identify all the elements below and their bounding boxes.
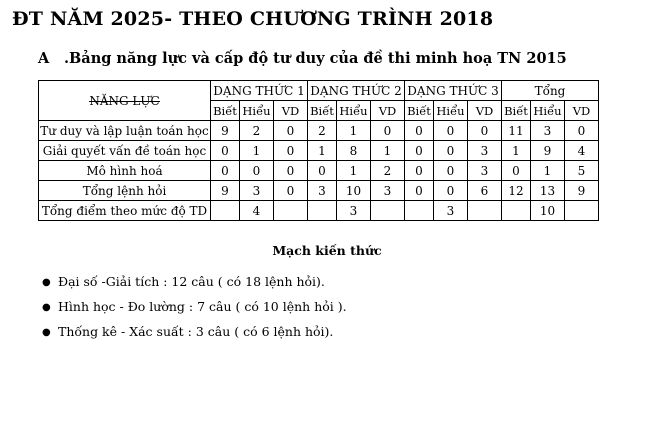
- table-cell: 0: [434, 121, 468, 141]
- table-cell: 1: [531, 161, 565, 181]
- table-cell: 1: [337, 161, 371, 181]
- table-cell: 9: [211, 181, 240, 201]
- bullet-icon: ●: [42, 327, 51, 338]
- table-cell: 1: [337, 121, 371, 141]
- table-cell: [565, 201, 599, 221]
- bullet-icon: ●: [42, 277, 51, 288]
- table-cell: 3: [240, 181, 274, 201]
- table-cell: 0: [211, 161, 240, 181]
- table-row: [39, 161, 599, 181]
- table-cell: 0: [434, 181, 468, 201]
- table-cell: 9: [531, 141, 565, 161]
- table-row: [39, 201, 599, 221]
- list-item: [42, 322, 347, 347]
- row-label: Tư duy và lập luận toán học: [39, 121, 211, 141]
- table-cell: 3: [337, 201, 371, 221]
- corner-header: [39, 81, 211, 121]
- subheader-hieu: Hiểu: [240, 101, 274, 121]
- section-title: .Bảng năng lực và cấp độ tư duy của đề thi minh hoạ TN 2015: [64, 50, 567, 67]
- subheader-biet: Biết: [502, 101, 531, 121]
- list-item-text: Thống kê - Xác suất : 3 câu ( có 6 lệnh hỏi).: [58, 324, 334, 339]
- table-cell: 2: [240, 121, 274, 141]
- table-cell: 4: [240, 201, 274, 221]
- knowledge-list: [42, 272, 347, 347]
- subheader-vd: VD: [371, 101, 405, 121]
- row-label: Tổng điểm theo mức độ TD: [39, 201, 211, 221]
- list-item-text: Hình học - Đo lường : 7 câu ( có 10 lệnh hỏi ).: [58, 299, 347, 314]
- table-cell: 0: [274, 181, 308, 201]
- table-cell: 0: [405, 121, 434, 141]
- table-cell: 3: [308, 181, 337, 201]
- table-group-header-row: [39, 81, 599, 101]
- table-body: [39, 121, 599, 221]
- table-cell: 8: [337, 141, 371, 161]
- table-cell: 3: [468, 161, 502, 181]
- table-cell: 0: [502, 161, 531, 181]
- list-item: [42, 272, 347, 297]
- table-cell: [274, 201, 308, 221]
- table-cell: 0: [468, 121, 502, 141]
- table-cell: 2: [308, 121, 337, 141]
- table-cell: 0: [405, 161, 434, 181]
- table-cell: 2: [371, 161, 405, 181]
- table-cell: 3: [468, 141, 502, 161]
- row-label: Mô hình hoá: [39, 161, 211, 181]
- table-cell: [308, 201, 337, 221]
- table-cell: 1: [308, 141, 337, 161]
- list-item: [42, 297, 347, 322]
- table-cell: 3: [531, 121, 565, 141]
- table-cell: 0: [371, 121, 405, 141]
- document-title: ĐT NĂM 2025- THEO CHƯƠNG TRÌNH 2018: [12, 8, 494, 30]
- table-cell: 0: [274, 161, 308, 181]
- table-cell: 3: [434, 201, 468, 221]
- list-item-text: Đại số -Giải tích : 12 câu ( có 18 lệnh hỏi).: [58, 274, 325, 289]
- table-cell: 0: [434, 141, 468, 161]
- section-letter: A: [38, 50, 50, 67]
- table-cell: 3: [371, 181, 405, 201]
- subheader-hieu: Hiểu: [434, 101, 468, 121]
- subheader-biet: Biết: [308, 101, 337, 121]
- bullet-icon: ●: [42, 302, 51, 313]
- subheader-vd: VD: [274, 101, 308, 121]
- table-cell: 9: [565, 181, 599, 201]
- table-cell: 0: [405, 181, 434, 201]
- subheader-vd: VD: [468, 101, 502, 121]
- table-cell: 5: [565, 161, 599, 181]
- table-cell: 9: [211, 121, 240, 141]
- table-row: [39, 121, 599, 141]
- subheader-biet: Biết: [211, 101, 240, 121]
- group-header: Tổng: [502, 81, 599, 101]
- table-cell: 0: [211, 141, 240, 161]
- group-header: DẠNG THỨC 3: [405, 81, 502, 101]
- row-label: Tổng lệnh hỏi: [39, 181, 211, 201]
- ability-table: [38, 80, 599, 221]
- table-cell: 12: [502, 181, 531, 201]
- subheader-hieu: Hiểu: [531, 101, 565, 121]
- table-cell: 13: [531, 181, 565, 201]
- table-cell: 10: [337, 181, 371, 201]
- table-cell: 4: [565, 141, 599, 161]
- table-cell: 6: [468, 181, 502, 201]
- table-cell: 0: [405, 141, 434, 161]
- table-cell: 0: [274, 121, 308, 141]
- row-label: Giải quyết vấn đề toán học: [39, 141, 211, 161]
- subheader-hieu: Hiểu: [337, 101, 371, 121]
- subheader-vd: VD: [565, 101, 599, 121]
- corner-label: NĂNG LỰC: [89, 93, 160, 108]
- group-header: DẠNG THỨC 1: [211, 81, 308, 101]
- table-cell: 11: [502, 121, 531, 141]
- table-cell: [502, 201, 531, 221]
- table-row: [39, 181, 599, 201]
- table-cell: 1: [371, 141, 405, 161]
- group-header: DẠNG THỨC 2: [308, 81, 405, 101]
- section-heading: [38, 50, 567, 67]
- table-cell: 0: [308, 161, 337, 181]
- table-cell: 0: [565, 121, 599, 141]
- table-cell: 0: [240, 161, 274, 181]
- table-cell: 0: [274, 141, 308, 161]
- table-cell: [371, 201, 405, 221]
- table-row: [39, 141, 599, 161]
- subheader-biet: Biết: [405, 101, 434, 121]
- knowledge-title: Mạch kiến thức: [272, 243, 382, 258]
- table-cell: 1: [240, 141, 274, 161]
- table-cell: [211, 201, 240, 221]
- table-cell: 0: [434, 161, 468, 181]
- table-cell: [405, 201, 434, 221]
- table-cell: [468, 201, 502, 221]
- table-cell: 10: [531, 201, 565, 221]
- table-cell: 1: [502, 141, 531, 161]
